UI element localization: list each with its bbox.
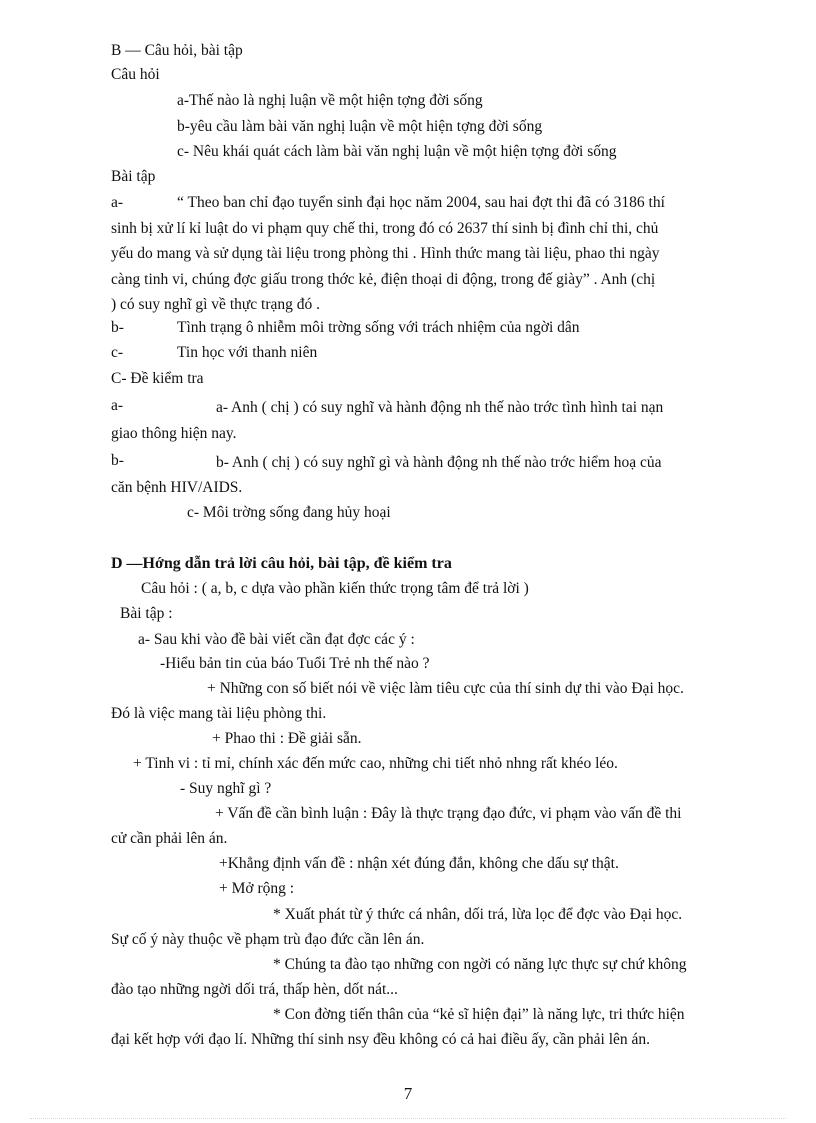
exercise-b-text: Tình trạng ô nhiễm môi trờng sống với trách nhiệm của ngời dân xyxy=(177,319,580,336)
answer-line: + Vấn đề cần bình luận : Đây là thực trạng đạo đức, vi phạm vào vấn đề thi xyxy=(215,805,682,822)
test-a-marker: a- xyxy=(111,397,124,414)
answer-line: + Mở rộng : xyxy=(219,880,295,897)
answer-line: -Hiểu bản tin của báo Tuổi Trẻ nh thế nào ? xyxy=(160,655,430,672)
question-b: b-yêu cầu làm bài văn nghị luận về một hiện tợng đời sống xyxy=(177,118,543,135)
answer-line: * Xuất phát từ ý thức cá nhân, dối trá, lừa lọc để đợc vào Đại học. xyxy=(273,906,683,923)
test-b-marker: b- xyxy=(111,452,124,469)
exercise-a-line: sinh bị xử lí kỉ luật do vi phạm quy chế thi, trong đó có 2637 thí sinh bị đình chỉ thi, chủ xyxy=(111,220,659,237)
test-c: c- Môi trờng sống đang hủy hoại xyxy=(187,504,391,521)
answer-line: Câu hỏi : ( a, b, c dựa vào phần kiến thức trọng tâm để trả lời ) xyxy=(141,580,529,597)
test-a-line1: a- Anh ( chị ) có suy nghĩ và hành động nh thế nào trớc tình hình tai nạn xyxy=(216,399,664,416)
answer-line: a- Sau khi vào đề bài viết cần đạt đợc các ý : xyxy=(138,631,415,648)
answer-line: +Khẳng định vấn đề : nhận xét đúng đắn, không che dấu sự thật. xyxy=(219,855,619,872)
test-b-line1: b- Anh ( chị ) có suy nghĩ gì và hành động nh thế nào trớc hiểm hoạ của xyxy=(216,454,662,471)
exercise-a-line: ) có suy nghĩ gì về thực trạng đó . xyxy=(111,296,321,313)
page-number: 7 xyxy=(403,1084,413,1103)
exercises-label: Bài tập xyxy=(111,168,156,185)
answer-line: Bài tập : xyxy=(120,605,173,622)
exercise-c-marker: c- xyxy=(111,344,124,361)
exercise-b-marker: b- xyxy=(111,319,124,336)
exercise-a-marker: a- xyxy=(111,194,124,211)
exercise-a-line: yếu do mang và sử dụng tài liệu trong phòng thi . Hình thức mang tài liệu, phao thi ngày xyxy=(111,245,660,262)
page-bottom-rule xyxy=(30,1118,786,1119)
section-d-heading: D —Hớng dẫn trả lời câu hỏi, bài tập, đề kiểm tra xyxy=(111,555,452,572)
answer-line: cử cần phải lên án. xyxy=(111,830,228,847)
exercise-a-line: càng tinh vi, chúng đợc giấu trong thớc kẻ, điện thoại di động, trong đế giày” . Anh (chị xyxy=(111,271,656,288)
questions-label: Câu hỏi xyxy=(111,66,160,83)
answer-line: + Những con số biết nói về việc làm tiêu cực của thí sinh dự thi vào Đại học. xyxy=(207,680,684,697)
question-c: c- Nêu khái quát cách làm bài văn nghị luận về một hiện tợng đời sống xyxy=(177,143,617,160)
answer-line: đào tạo những ngời dối trá, thấp hèn, dốt nát... xyxy=(111,981,398,998)
answer-line: * Chúng ta đào tạo những con ngời có năng lực thực sự chứ không xyxy=(273,956,687,973)
answer-line: - Suy nghĩ gì ? xyxy=(180,780,272,797)
answer-line: đại kết hợp với đạo lí. Những thí sinh nsy đều không có cả hai điều ấy, cần phải lên án. xyxy=(111,1031,651,1048)
question-a: a-Thế nào là nghị luận về một hiện tợng đời sống xyxy=(177,92,483,109)
section-c-heading: C- Đề kiểm tra xyxy=(111,370,204,387)
answer-line: Đó là việc mang tài liệu phòng thi. xyxy=(111,705,327,722)
answer-line: + Phao thi : Đề giải sẵn. xyxy=(212,730,362,747)
answer-line: * Con đờng tiến thân của “kẻ sĩ hiện đại” là năng lực, tri thức hiện xyxy=(273,1006,685,1023)
answer-line: + Tinh vi : tỉ mỉ, chính xác đến mức cao, những chi tiết nhỏ nhng rất khéo léo. xyxy=(133,755,618,772)
test-b-line2: căn bệnh HIV/AIDS. xyxy=(111,479,243,496)
section-b-heading: B — Câu hỏi, bài tập xyxy=(111,42,243,59)
exercise-a-line: “ Theo ban chỉ đạo tuyển sinh đại học năm 2004, sau hai đợt thi đã có 3186 thí xyxy=(177,194,665,211)
test-a-line2: giao thông hiện nay. xyxy=(111,425,237,442)
exercise-c-text: Tin học với thanh niên xyxy=(177,344,318,361)
answer-line: Sự cố ý này thuộc về phạm trù đạo đức cần lên án. xyxy=(111,931,425,948)
